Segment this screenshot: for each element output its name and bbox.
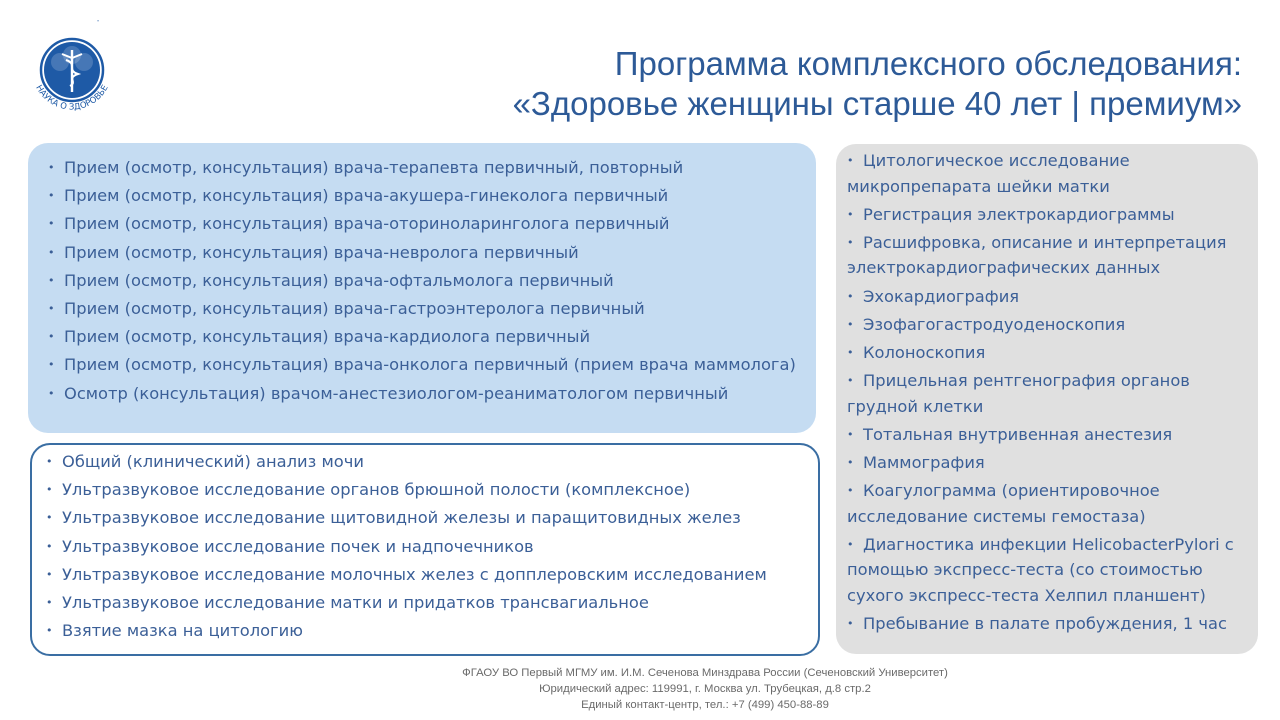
list-item: [847, 450, 1244, 476]
clinic-logo: [22, 20, 122, 120]
logo-text-top: [22, 20, 121, 23]
list-item: [847, 230, 1244, 281]
page-title: [513, 44, 1242, 124]
list-item: [48, 185, 816, 207]
lab-ultrasound-panel: [30, 443, 820, 656]
list-item-text: Маммография: [863, 453, 985, 472]
list-item: [847, 284, 1244, 310]
bullet-icon: •: [48, 161, 55, 174]
bullet-icon: •: [847, 289, 854, 303]
list-item: [46, 620, 818, 642]
list-item-text: Расшифровка, описание и интерпретация электрокардиографических данных: [847, 232, 1227, 278]
doctor-consultations-panel: [28, 143, 816, 433]
footer: [0, 665, 1280, 713]
bullet-icon: •: [46, 595, 53, 609]
bullet-icon: •: [847, 537, 854, 551]
list-item-text: Прием (осмотр, консультация) врача-акушера-гинеколога первичный: [64, 186, 669, 206]
bullet-icon: •: [46, 624, 53, 638]
list-item-text: Диагностика инфекции HelicobacterPylori с помощью экспресс-теста (со стоимостью сухого экспресс-теста Хелпил планшент): [847, 534, 1234, 605]
procedures-list: [847, 148, 1244, 637]
list-item-text: Прием (осмотр, консультация) врача-оториноларинголога первичный: [64, 214, 670, 234]
bullet-icon: •: [847, 154, 854, 167]
list-item: [46, 479, 818, 501]
footer-address: Юридический адрес: 119991, г. Москва ул. Трубецкая, д.8 стр.2: [539, 683, 871, 695]
list-item: [847, 368, 1244, 419]
list-item-text: Цитологическое исследование микропрепарата шейки матки: [847, 151, 1130, 196]
list-item: [48, 157, 816, 179]
lab-ultrasound-list: [46, 451, 818, 642]
list-item: [847, 148, 1244, 199]
bullet-icon: •: [847, 345, 854, 359]
bullet-icon: •: [847, 374, 854, 388]
list-item: [48, 270, 816, 292]
list-item-text: Прием (осмотр, консультация) врача-онколога первичный (прием врача маммолога): [64, 355, 796, 375]
list-item: [48, 242, 816, 264]
list-item-text: Эзофагогастродуоденоскопия: [863, 314, 1126, 334]
bullet-icon: •: [46, 539, 53, 553]
list-item: [48, 383, 816, 405]
list-item-text: Осмотр (консультация) врачом-анестезиологом-реаниматологом первичный: [64, 383, 729, 403]
bullet-icon: •: [46, 455, 53, 468]
list-item-text: Прицельная рентгенография органов грудной клетки: [847, 371, 1190, 416]
list-item: [48, 298, 816, 320]
list-item-text: Тотальная внутривенная анестезия: [863, 424, 1173, 444]
list-item-text: Регистрация электрокардиограммы: [863, 204, 1175, 224]
bullet-icon: •: [48, 217, 55, 231]
list-item: [847, 202, 1244, 228]
list-item-text: Ультразвуковое исследование щитовидной железы и паращитовидных желез: [62, 508, 741, 528]
bullet-icon: •: [48, 358, 55, 372]
list-item-text: Прием (осмотр, консультация) врача-кардиолога первичный: [64, 327, 591, 347]
title-line-1: Программа комплексного обследования:: [614, 45, 1242, 82]
list-item: [847, 422, 1244, 448]
doctor-consultations-list: [48, 157, 816, 405]
list-item: [46, 564, 818, 586]
list-item: [46, 536, 818, 558]
bullet-icon: •: [847, 456, 854, 469]
logo-text-bottom: НАУКА О ЗДОРОВЬЕ: [33, 83, 111, 113]
list-item: [48, 326, 816, 348]
bullet-icon: •: [46, 567, 53, 581]
list-item: [46, 451, 818, 473]
list-item-text: Взятие мазка на цитологию: [62, 621, 303, 641]
title-line-2: «Здоровье женщины старше 40 лет | премиум»: [512, 85, 1242, 122]
tree-with-caduceus-icon: [22, 20, 122, 120]
bullet-icon: •: [48, 386, 55, 400]
procedures-panel: [836, 144, 1258, 654]
bullet-icon: •: [46, 483, 53, 497]
list-item-text: Прием (осмотр, консультация) врача-невролога первичный: [64, 242, 579, 262]
bullet-icon: •: [847, 317, 854, 331]
bullet-icon: •: [847, 427, 854, 441]
list-item-text: Общий (клинический) анализ мочи: [62, 452, 364, 471]
list-item-text: Прием (осмотр, консультация) врача-терапевта первичный, повторный: [64, 158, 684, 177]
list-item-text: Коагулограмма (ориентировочное исследование системы гемостаза): [847, 481, 1160, 526]
bullet-icon: •: [48, 245, 55, 259]
bullet-icon: •: [46, 511, 53, 525]
list-item-text: Прием (осмотр, консультация) врача-офтальмолога первичный: [64, 270, 614, 290]
list-item: [48, 213, 816, 235]
list-item-text: Ультразвуковое исследование почек и надпочечников: [62, 536, 534, 556]
list-item: [847, 478, 1244, 529]
bullet-icon: •: [847, 235, 854, 249]
bullet-icon: •: [847, 617, 854, 631]
footer-contact: Единый контакт-центр, тел.: +7 (499) 450-88-89: [581, 699, 829, 711]
bullet-icon: •: [48, 301, 55, 315]
list-item-text: Прием (осмотр, консультация) врача-гастроэнтеролога первичный: [64, 298, 645, 318]
bullet-icon: •: [48, 330, 55, 344]
footer-organization: ФГАОУ ВО Первый МГМУ им. И.М. Сеченова Минздрава России (Сеченовский Университет): [462, 667, 948, 679]
bullet-icon: •: [847, 207, 854, 221]
list-item: [847, 340, 1244, 366]
list-item-text: Пребывание в палате пробуждения, 1 час: [863, 614, 1227, 634]
list-item: [48, 354, 816, 376]
list-item: [847, 532, 1244, 609]
list-item-text: Колоноскопия: [863, 342, 986, 362]
list-item: [46, 592, 818, 614]
list-item: [847, 312, 1244, 338]
bullet-icon: •: [48, 189, 55, 203]
list-item: [847, 611, 1244, 637]
list-item-text: Ультразвуковое исследование матки и придатков трансвагиальное: [62, 592, 649, 612]
bullet-icon: •: [48, 273, 55, 287]
list-item: [46, 507, 818, 529]
list-item-text: Ультразвуковое исследование молочных желез с допплеровским исследованием: [62, 564, 767, 584]
list-item-text: Ультразвуковое исследование органов брюшной полости (комплексное): [62, 480, 691, 500]
bullet-icon: •: [847, 484, 854, 498]
list-item-text: Эхокардиография: [863, 286, 1020, 306]
